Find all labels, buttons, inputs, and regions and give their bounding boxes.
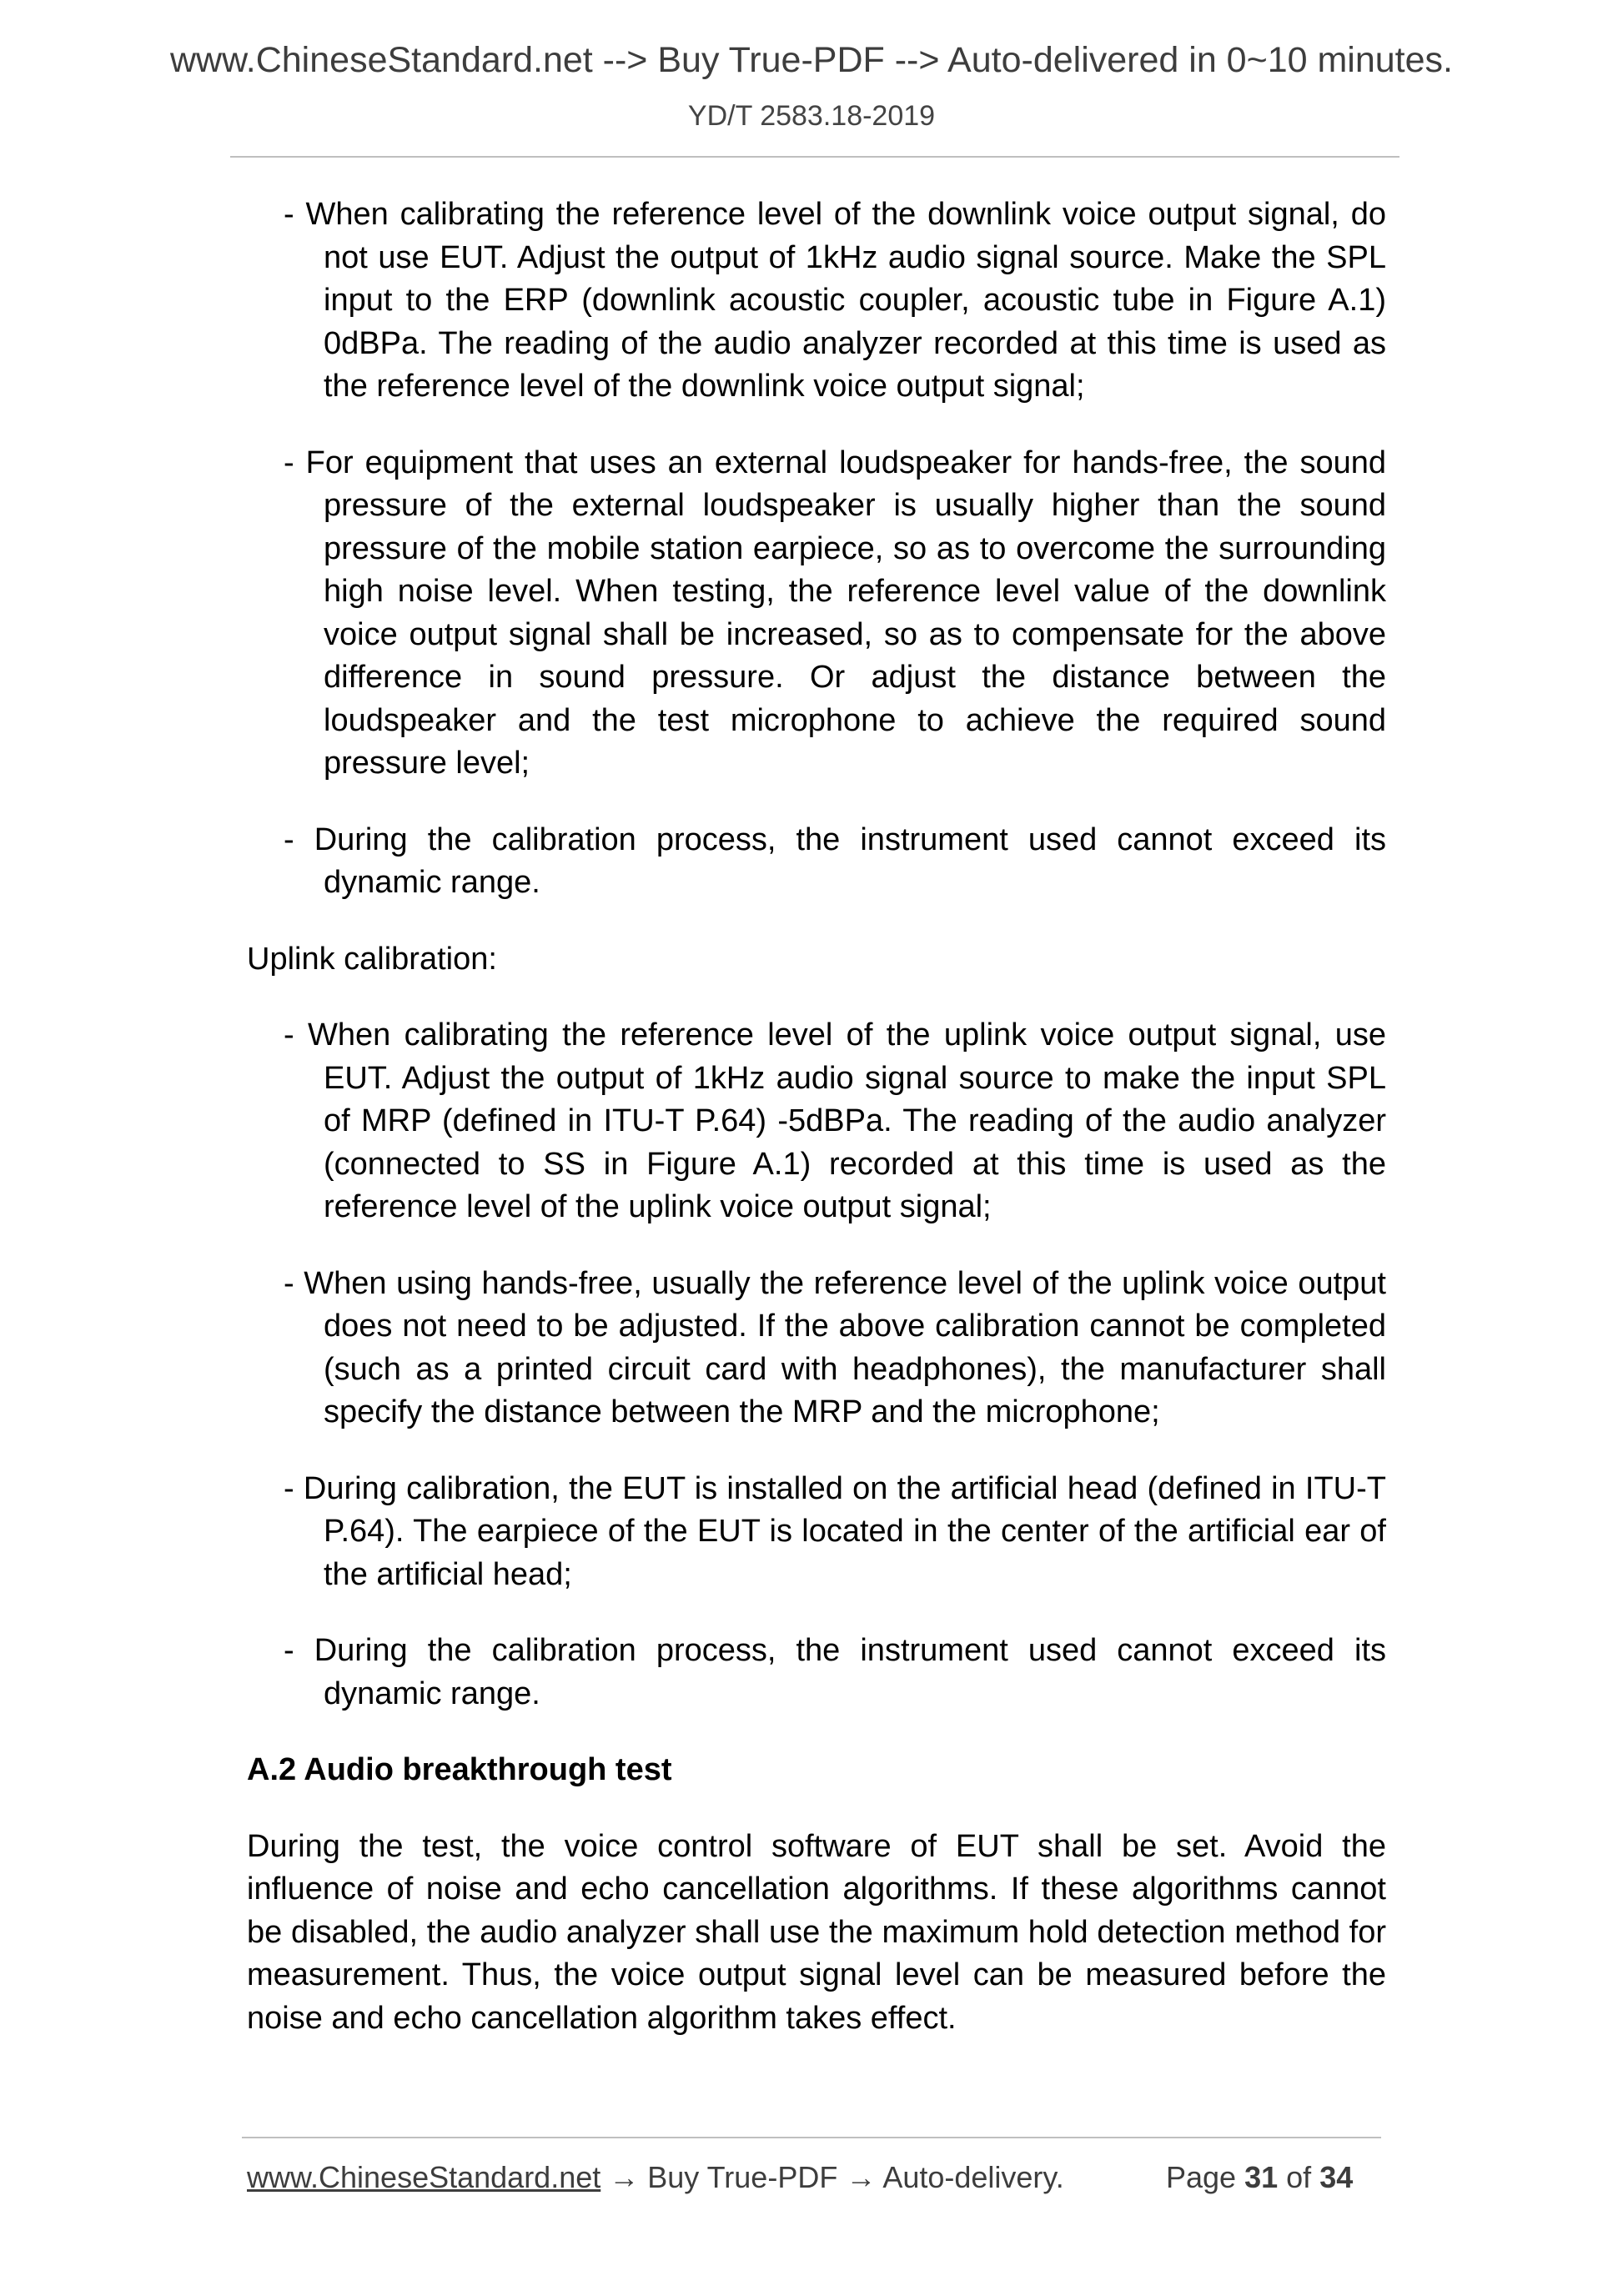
uplink-calibration-label: Uplink calibration:: [247, 941, 497, 977]
footer-nav-text: → Buy True-PDF → Auto-delivery.: [600, 2160, 1064, 2194]
page-label: Page: [1166, 2160, 1237, 2194]
top-banner: www.ChineseStandard.net --> Buy True-PDF --> Auto-delivered in 0~10 minutes.: [169, 40, 1453, 80]
uplink-bullet-artificial-head: - During calibration, the EUT is installed on the artificial head (defined in ITU-T P.64). The earpiece of the EUT is located in the center of the artificial ear of the artificial head;: [284, 1470, 1386, 1592]
page-current: 31: [1244, 2160, 1279, 2194]
page-content: [247, 193, 1386, 2073]
section-heading: A.2 Audio breakthrough test: [247, 1752, 672, 1787]
uplink-bullet-reference-level: - When calibrating the reference level of the uplink voice output signal, use EUT. Adjust the output of 1kHz audio signal source to make the input SPL of MRP (defined in ITU-T P.64) -5dBPa. The reading of the audio analyzer (connected to SS in Figure A.1) recorded at this time is used as the reference level of the uplink voice output signal;: [284, 1017, 1386, 1224]
footer-links: [247, 2158, 1064, 2197]
page-total: 34: [1319, 2160, 1354, 2194]
uplink-bullet-dynamic-range: - During the calibration process, the instrument used cannot exceed its dynamic range.: [284, 1633, 1386, 1711]
page-number: [1166, 2158, 1353, 2197]
downlink-bullet-loudspeaker: - For equipment that uses an external loudspeaker for hands-free, the sound pressure of the external loudspeaker is usually higher than the sound pressure of the mobile station earpiece, so as to overcome the surrounding high noise level. When testing, the reference level value of the downlink voice output signal shall be increased, so as to compensate for the above difference in sound pressure. Or adjust the distance between the loudspeaker and the test microphone to achieve the required sound pressure level;: [284, 445, 1386, 781]
uplink-bullet-hands-free: - When using hands-free, usually the reference level of the uplink voice output does not need to be adjusted. If the above calibration cannot be completed (such as a printed circuit card with headphones), the manufacturer shall specify the distance between the MRP and the microphone;: [284, 1265, 1386, 1429]
section-paragraph: During the test, the voice control software of EUT shall be set. Avoid the influence of noise and echo cancellation algorithms. If these algorithms cannot be disabled, the audio analyzer shall use the maximum hold detection method for measurement. Thus, the voice output signal level can be measured before the noise and echo cancellation algorithm takes effect.: [247, 1828, 1386, 2036]
footer-divider: [242, 2137, 1381, 2138]
header-divider: [230, 156, 1399, 158]
page-of-label: of: [1286, 2160, 1312, 2194]
document-code: YD/T 2583.18-2019: [687, 100, 936, 132]
downlink-bullet-dynamic-range: - During the calibration process, the instrument used cannot exceed its dynamic range.: [284, 821, 1386, 900]
downlink-bullet-reference-level: - When calibrating the reference level of the downlink voice output signal, do not use EUT. Adjust the output of 1kHz audio signal source. Make the SPL input to the ERP (downlink acoustic coupler, acoustic tube in Figure A.1) 0dBPa. The reading of the audio analyzer recorded at this time is used as the reference level of the downlink voice output signal;: [284, 197, 1386, 404]
footer-site-link[interactable]: www.ChineseStandard.net: [247, 2160, 601, 2194]
